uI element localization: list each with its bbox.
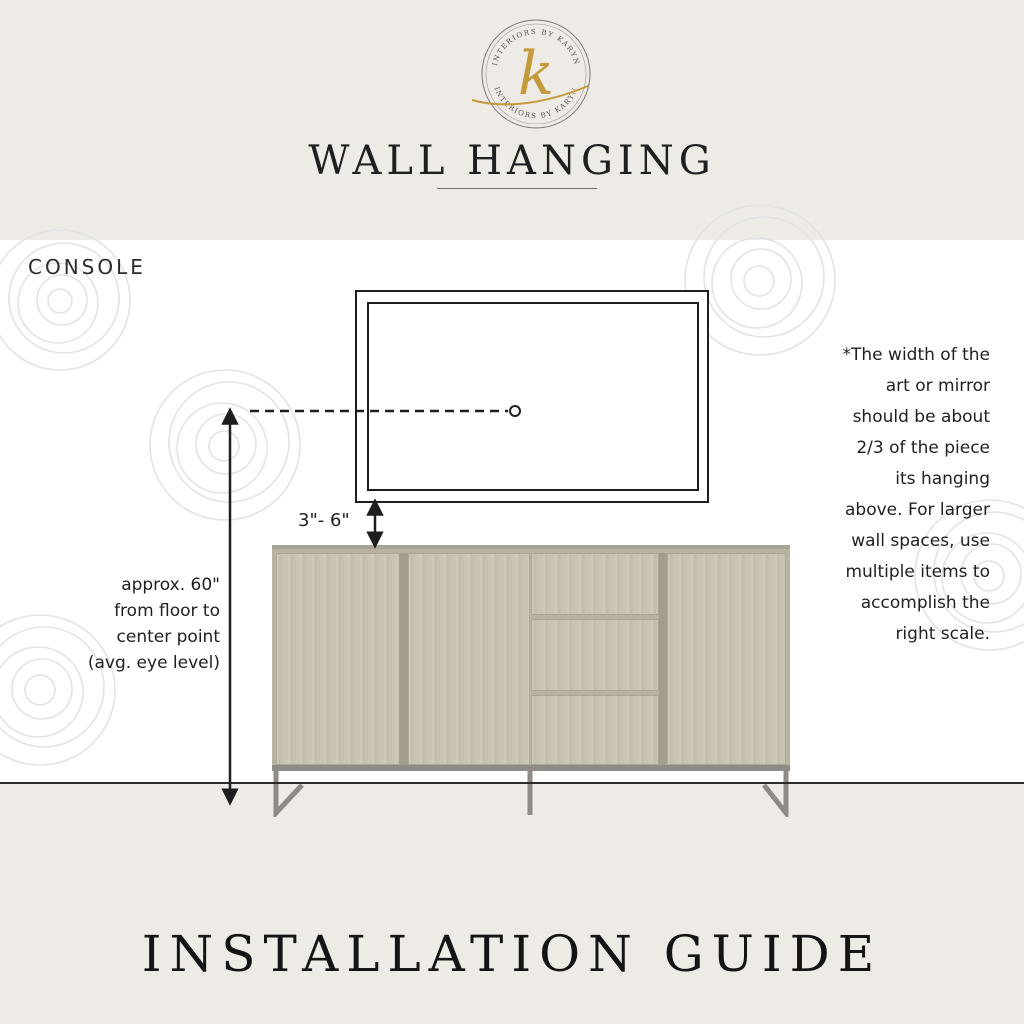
note-line: *The width of the [842,345,990,365]
eye-level-height-note [52,572,220,676]
page-title: WALL HANGING [308,138,716,184]
note-line: center point [116,627,220,647]
gap-measurement-label: 3"- 6" [298,510,350,531]
note-line: (avg. eye level) [87,653,220,673]
note-line: should be about [852,407,990,427]
section-label: CONSOLE [28,255,146,279]
note-line: from floor to [114,601,220,621]
center-point-marker [510,406,520,416]
note-line: wall spaces, use [851,531,990,551]
note-line: accomplish the [860,593,990,613]
note-line: above. For larger [845,500,990,520]
logo-text-top: INTERIORS BY KARYN [490,27,582,67]
note-line: approx. 60" [121,575,220,595]
logo-text-bottom: INTERIORS BY KARYN [492,85,580,121]
logo-monogram: k [517,39,555,109]
note-line: its hanging [895,469,990,489]
note-line: art or mirror [885,376,990,396]
note-line: multiple items to [845,562,990,582]
note-line: 2/3 of the piece [856,438,990,458]
art-width-guideline-note [786,340,990,650]
footer-title: INSTALLATION GUIDE [141,925,883,983]
note-line: right scale. [895,624,990,644]
